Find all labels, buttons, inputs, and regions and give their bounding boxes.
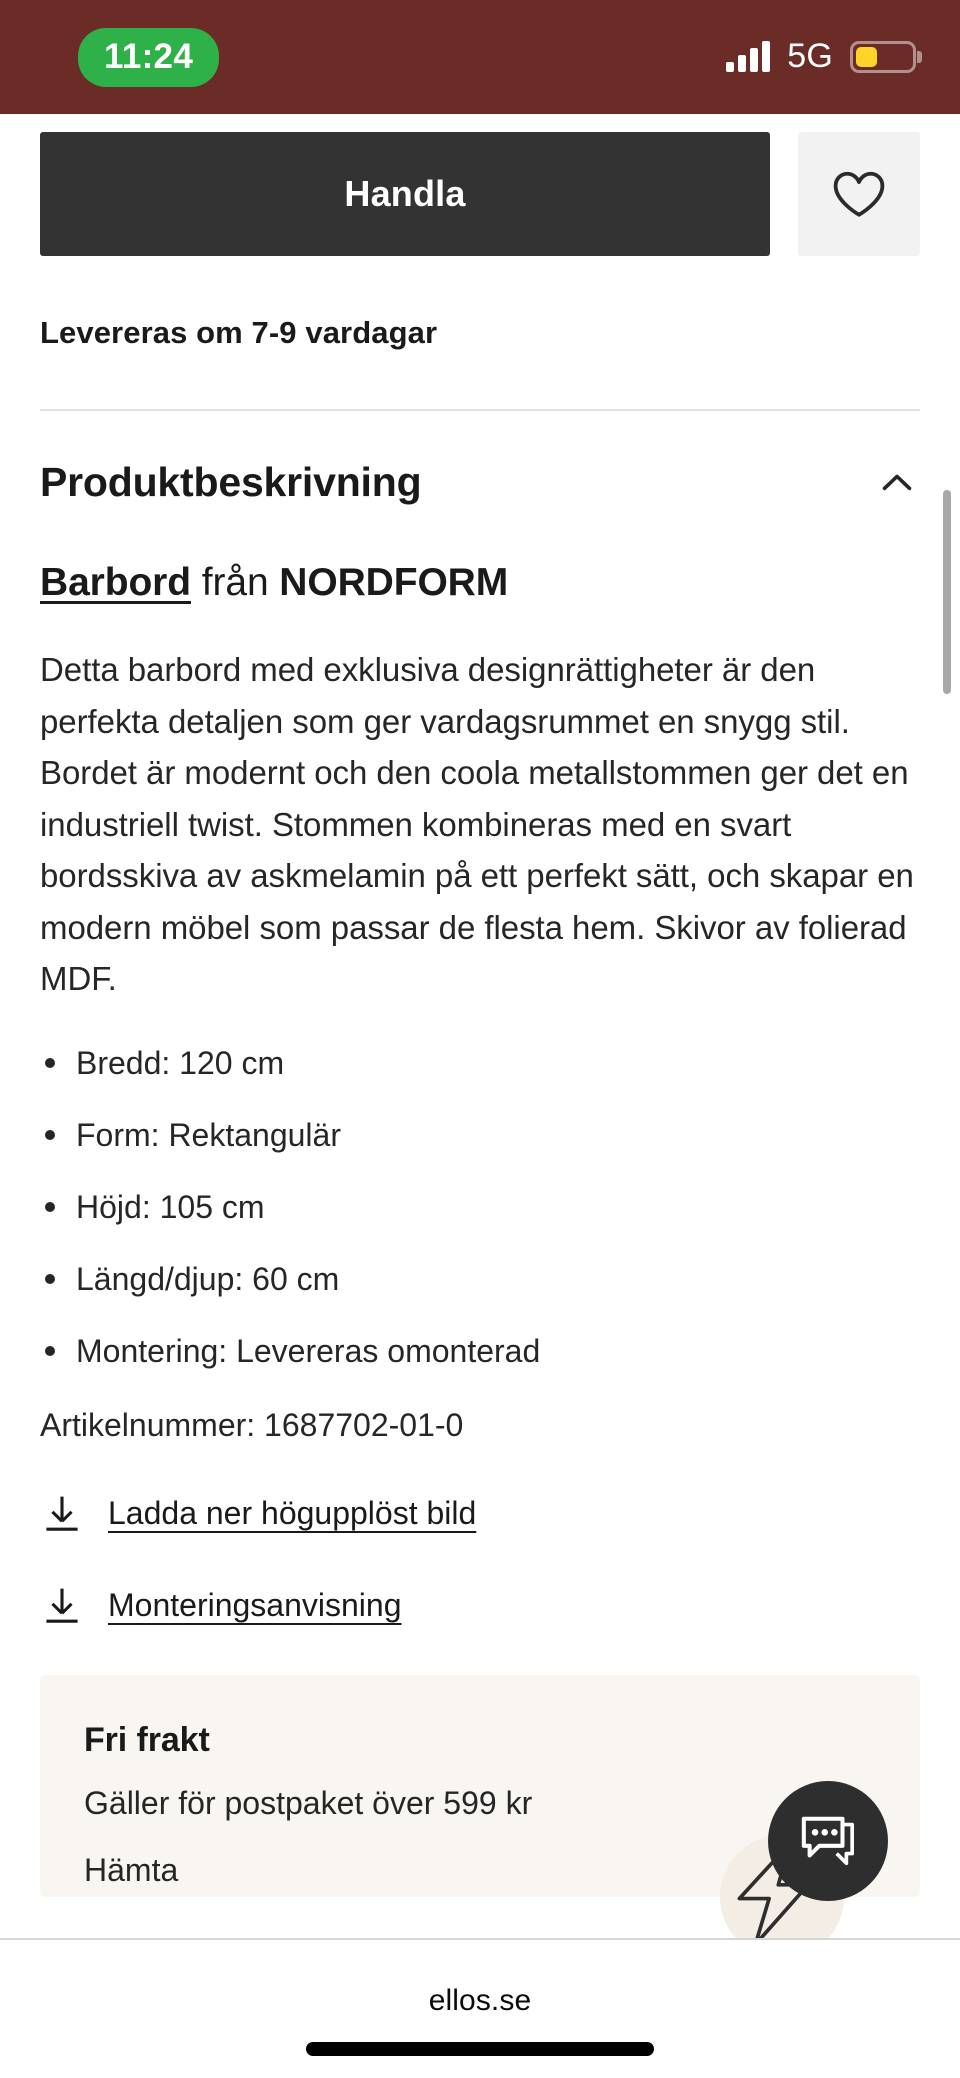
page-scrollbar[interactable]	[943, 490, 951, 694]
favorite-button[interactable]	[798, 132, 920, 256]
status-indicators	[726, 39, 916, 75]
status-time-pill[interactable]: 11:24	[78, 28, 219, 87]
product-heading	[40, 561, 920, 605]
product-description-header[interactable]	[40, 459, 920, 506]
list-item: Montering: Levereras omonterad	[40, 1335, 920, 1367]
list-item: Höjd: 105 cm	[40, 1191, 920, 1223]
product-connector-word: från	[201, 561, 269, 604]
purchase-actions	[40, 114, 920, 256]
cellular-signal-icon	[726, 42, 770, 72]
list-item: Form: Rektangulär	[40, 1119, 920, 1151]
chat-bubbles-icon	[797, 1812, 859, 1870]
chat-button[interactable]	[768, 1781, 888, 1901]
promo-title: Fri frakt	[84, 1720, 210, 1759]
ios-status-bar	[0, 0, 960, 114]
download-assembly-instructions-link[interactable]	[40, 1584, 920, 1628]
product-spec-list	[40, 1044, 920, 1369]
free-shipping-promo-card	[40, 1675, 920, 1897]
download-arrow-icon	[40, 1492, 84, 1536]
product-type-link[interactable]: Barbord	[40, 561, 191, 604]
delivery-estimate: Levereras om 7-9 vardagar	[40, 315, 438, 350]
list-item: Bredd: 120 cm	[40, 1047, 920, 1079]
page-content	[0, 114, 960, 1938]
download-highres-image-link[interactable]	[40, 1492, 920, 1536]
promo-subtitle: Gäller för postpaket över 599 kr	[84, 1784, 533, 1821]
chevron-up-icon[interactable]	[874, 460, 920, 506]
buy-button[interactable]: Handla	[40, 132, 770, 256]
promo-clipped-text: Hämta	[84, 1851, 179, 1888]
battery-icon	[850, 41, 916, 73]
section-divider	[40, 409, 920, 411]
download-link-label: Ladda ner högupplöst bild	[108, 1495, 477, 1531]
download-link-label: Monteringsanvisning	[108, 1587, 402, 1623]
product-description-body: Detta barbord med exklusiva designrättigheter är den perfekta detaljen som ger vardagsrummet en snygg stil. Bordet är modernt och den coola metallstommen ger det en industriell twist. Stommen kombineras med en svart bordsskiva av askmelamin på ett perfekt sätt, och skapar en modern möbel som passar de flesta hem. Skivor av folierad MDF.	[40, 651, 914, 997]
product-brand: NORDFORM	[279, 561, 509, 604]
download-arrow-icon	[40, 1584, 84, 1628]
network-type-label: 5G	[787, 37, 833, 75]
product-connector	[191, 561, 202, 604]
browser-bottom-bar	[0, 1938, 960, 2078]
address-bar-domain[interactable]: ellos.se	[428, 1984, 532, 2017]
section-title: Produktbeskrivning	[40, 459, 422, 505]
list-item: Längd/djup: 60 cm	[40, 1263, 920, 1295]
home-indicator[interactable]	[306, 2042, 654, 2056]
heart-icon	[832, 169, 886, 219]
article-number: Artikelnummer: 1687702-01-0	[40, 1406, 464, 1443]
